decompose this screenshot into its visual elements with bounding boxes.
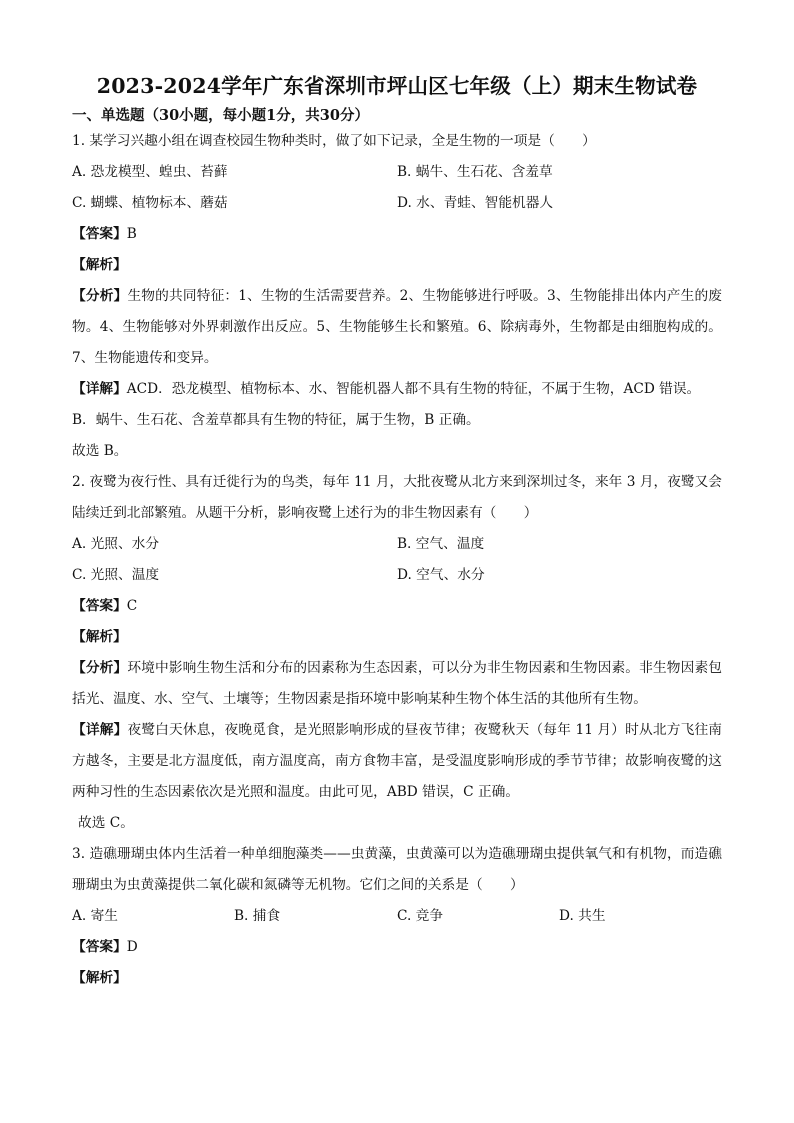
answer-tag: 【答案】 bbox=[72, 598, 127, 614]
analysis-extra: B．蜗牛、生石花、含羞草都具有生物的特征，属于生物，B 正确。 bbox=[72, 412, 480, 428]
question-stem: 3. 造礁珊瑚虫体内生活着一种单细胞藻类——虫黄藻，虫黄藻可以为造礁珊瑚虫提供氧气和有机物，而造礁珊瑚虫为虫黄藻提供二氧化碳和氮磷等无机物。它们之间的关系是（ ） bbox=[72, 846, 722, 893]
analysis-label: 【解析】 bbox=[72, 970, 127, 986]
question-stem: 1. 某学习兴趣小组在调查校园生物种类时，做了如下记录，全是生物的一项是（ ） bbox=[72, 133, 596, 149]
question-stem: 2. 夜鹭为夜行性、具有迁徙行为的鸟类，每年 11 月，大批夜鹭从北方来到深圳过冬，来年 3 月，夜鹭又会陆续迁到北部繁殖。从题干分析，影响夜鹭上述行为的非生物因素有（ ） bbox=[72, 474, 722, 521]
option-list bbox=[72, 901, 722, 932]
analysis-xiangjie bbox=[72, 715, 722, 808]
answer-line bbox=[72, 591, 722, 622]
option-a: A. 寄生 bbox=[72, 908, 118, 924]
answer-value: C bbox=[126, 598, 138, 614]
fenxi-text: 环境中影响生物生活和分布的因素称为生态因素，可以分为非生物因素和生物因素。非生物因素包括光、温度、水、空气、土壤等；生物因素是指环境中影响某种生物个体生活的其他所有生物。 bbox=[72, 660, 722, 707]
xiangjie-text: 夜鹭白天休息，夜晚觅食，是光照影响形成的昼夜节律；夜鹭秋天（每年 11 月）时从北方飞往南方越冬，主要是北方温度低，南方温度高，南方食物丰富，是受温度影响形成的季节节律；故影响夜鹭的这两种习性的生态因素依次是光照和温度。由此可见，ABD 错误，C 正确。 bbox=[72, 722, 722, 800]
fenxi-tag: 【分析】 bbox=[72, 288, 128, 304]
analysis-fenxi bbox=[72, 653, 722, 715]
option-b: B. 蜗牛、生石花、含羞草 bbox=[397, 164, 553, 180]
option-list bbox=[72, 157, 722, 219]
conclusion: 故选 C。 bbox=[78, 815, 134, 831]
option-c: C. 光照、温度 bbox=[72, 567, 160, 583]
analysis-fenxi bbox=[72, 281, 722, 374]
option-c: C. 竞争 bbox=[397, 908, 444, 924]
answer-value: D bbox=[126, 939, 138, 955]
analysis-label: 【解析】 bbox=[72, 257, 127, 273]
conclusion: 故选 B。 bbox=[72, 443, 128, 459]
xiangjie-tag: 【详解】 bbox=[72, 722, 128, 738]
option-a: A. 光照、水分 bbox=[72, 536, 160, 552]
option-list bbox=[72, 529, 722, 591]
answer-line bbox=[72, 219, 722, 250]
question-1 bbox=[72, 126, 722, 467]
xiangjie-tag: 【详解】 bbox=[72, 381, 127, 397]
answer-line bbox=[72, 932, 722, 963]
analysis-label: 【解析】 bbox=[72, 629, 127, 645]
option-d: D. 空气、水分 bbox=[397, 567, 485, 583]
answer-value: B bbox=[126, 226, 137, 242]
option-d: D. 共生 bbox=[559, 908, 606, 924]
option-a: A. 恐龙模型、蝗虫、苔藓 bbox=[72, 164, 228, 180]
fenxi-tag: 【分析】 bbox=[72, 660, 128, 676]
xiangjie-text: ACD．恐龙模型、植物标本、水、智能机器人都不具有生物的特征，不属于生物，ACD 错误。 bbox=[126, 381, 701, 397]
option-d: D. 水、青蛙、智能机器人 bbox=[397, 195, 554, 211]
fenxi-text: 生物的共同特征：1、生物的生活需要营养。2、生物能够进行呼吸。3、生物能排出体内产生的废物。4、生物能够对外界刺激作出反应。5、生物能够生长和繁殖。6、除病毒外，生物都是由细胞构成的。7、生物能遗传和变异。 bbox=[72, 288, 722, 366]
question-2 bbox=[72, 467, 722, 839]
answer-tag: 【答案】 bbox=[72, 226, 127, 242]
answer-tag: 【答案】 bbox=[72, 939, 127, 955]
option-b: B. 空气、温度 bbox=[397, 536, 485, 552]
option-c: C. 蝴蝶、植物标本、蘑菇 bbox=[72, 195, 228, 211]
question-3 bbox=[72, 839, 722, 994]
option-b: B. 捕食 bbox=[234, 908, 281, 924]
section-header: 一、单选题（30小题，每小题1分，共30分） bbox=[72, 107, 369, 124]
page-title: 2023-2024学年广东省深圳市坪山区七年级（上）期末生物试卷 bbox=[96, 74, 698, 98]
analysis-xiangjie bbox=[72, 374, 722, 405]
